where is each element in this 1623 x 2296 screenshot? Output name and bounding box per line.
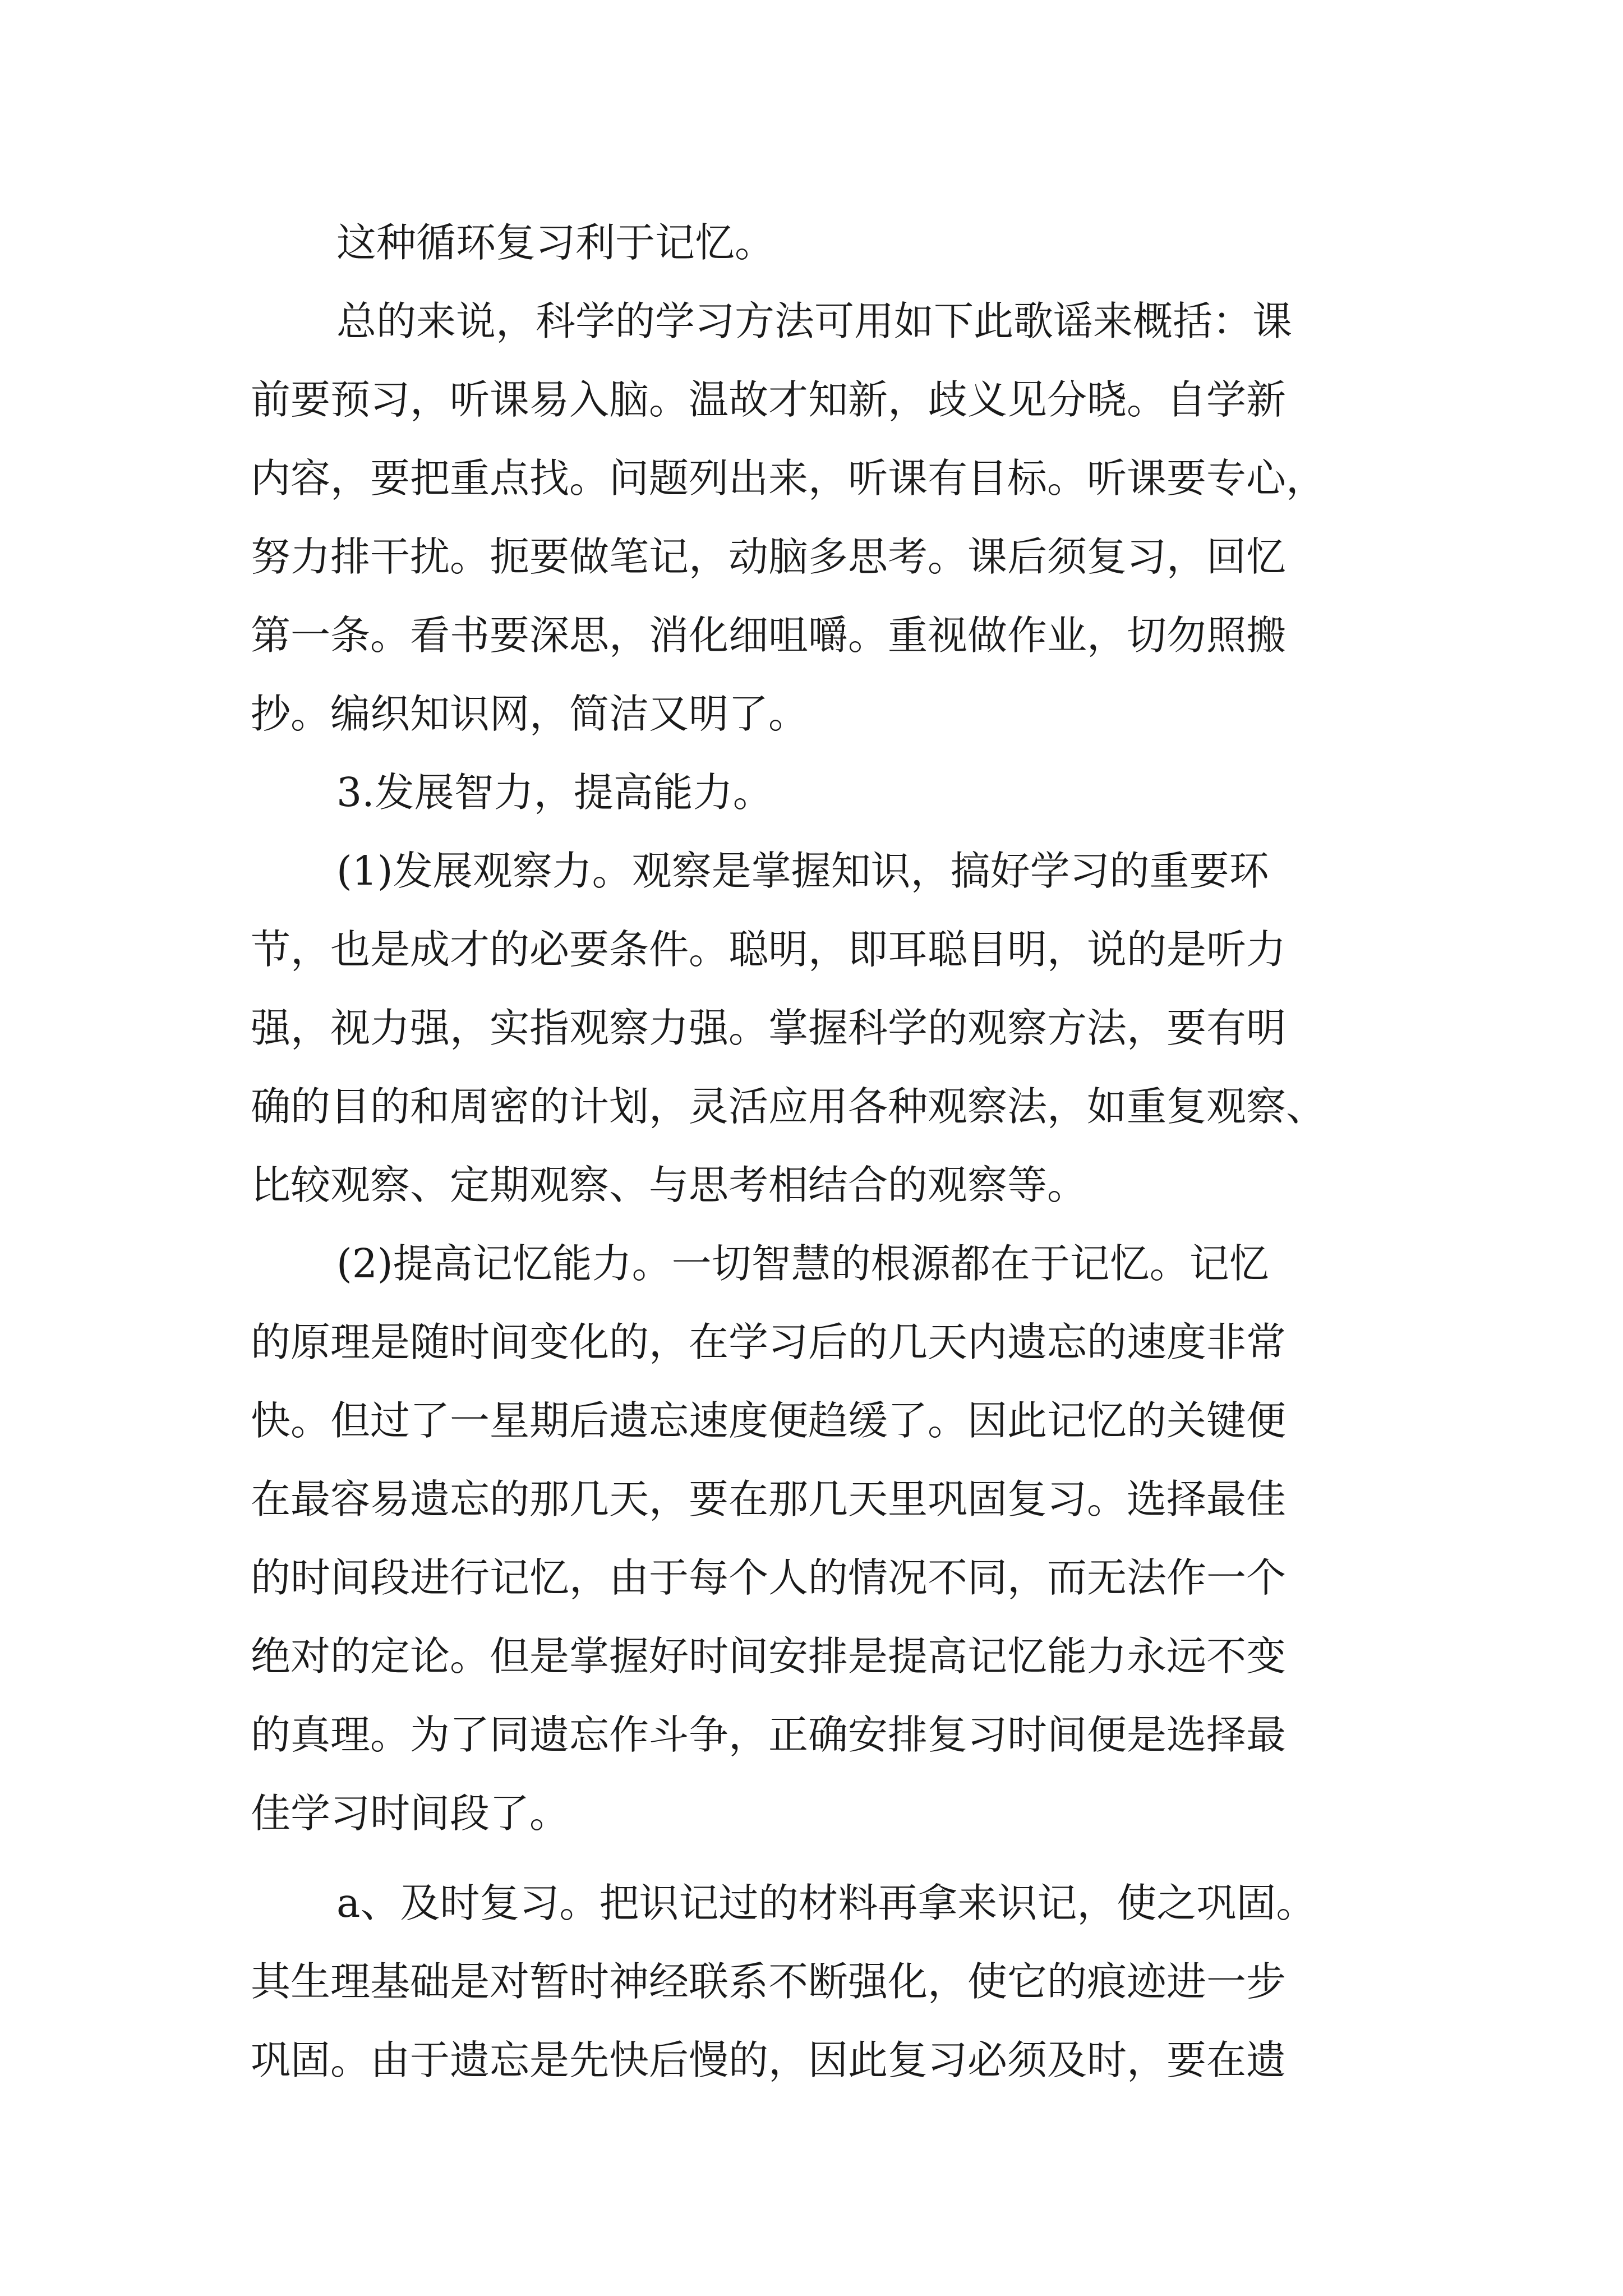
- text-line: 确的目的和周密的计划，灵活应用各种观察法，如重复观察、: [251, 1083, 1326, 1130]
- text-line: (2)提高记忆能力。一切智慧的根源都在于记忆。记忆: [336, 1240, 1269, 1287]
- text-line: 其生理基础是对暂时神经联系不断强化，使它的痕迹进一步: [251, 1958, 1287, 2005]
- text-line: 的真理。为了同遗忘作斗争，正确安排复习时间便是选择最: [251, 1711, 1287, 1758]
- text-line: 佳学习时间段了。: [251, 1790, 570, 1837]
- text-line: 节，也是成才的必要条件。聪明，即耳聪目明，说的是听力: [251, 926, 1287, 973]
- text-line: 总的来说，科学的学习方法可用如下此歌谣来概括：课: [336, 298, 1293, 344]
- text-line: 在最容易遗忘的那几天，要在那几天里巩固复习。选择最佳: [251, 1476, 1287, 1522]
- text-line: 巩固。由于遗忘是先快后慢的，因此复习必须及时，要在遗: [251, 2037, 1287, 2083]
- text-line: 的原理是随时间变化的，在学习后的几天内遗忘的速度非常: [251, 1319, 1287, 1365]
- text-line: 第一条。看书要深思，消化细咀嚼。重视做作业，切勿照搬: [251, 612, 1287, 659]
- text-line: 这种循环复习利于记忆。: [336, 219, 775, 266]
- text-line: 快。但过了一星期后遗忘速度便趋缓了。因此记忆的关键便: [251, 1397, 1287, 1444]
- text-line: 努力排干扰。扼要做笔记，动脑多思考。课后须复习，回忆: [251, 533, 1287, 580]
- text-line: 内容，要把重点找。问题列出来，听课有目标。听课要专心，: [251, 455, 1326, 501]
- text-line: 抄。编织知识网，简洁又明了。: [251, 691, 809, 737]
- text-line: 强，视力强，实指观察力强。掌握科学的观察方法，要有明: [251, 1005, 1287, 1051]
- text-line: 比较观察、定期观察、与思考相结合的观察等。: [251, 1162, 1087, 1208]
- text-line: a、及时复习。把识记过的材料再拿来识记，使之巩固。: [336, 1880, 1316, 1926]
- text-line: 的时间段进行记忆，由于每个人的情况不同，而无法作一个: [251, 1554, 1287, 1601]
- text-line: 前要预习，听课易入脑。温故才知新，歧义见分晓。自学新: [251, 376, 1287, 423]
- section-heading: 3.发展智力，提高能力。: [336, 769, 773, 816]
- text-line: (1)发展观察力。观察是掌握知识，搞好学习的重要环: [336, 848, 1269, 894]
- text-line: 绝对的定论。但是掌握好时间安排是提高记忆能力永远不变: [251, 1633, 1287, 1680]
